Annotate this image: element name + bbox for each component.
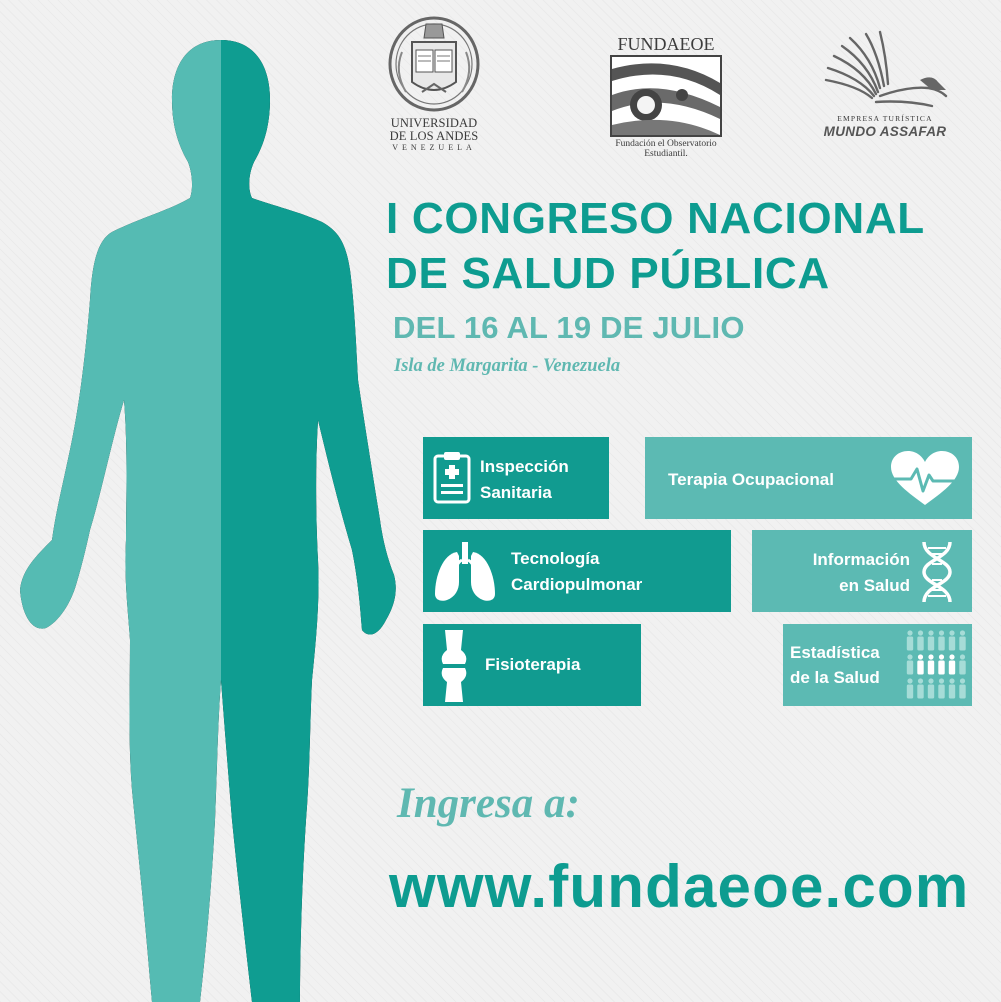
people-statistics-icon	[905, 628, 969, 702]
topic-inspeccion-line1: Inspección	[480, 457, 569, 476]
ula-logo	[378, 12, 490, 153]
bird-wings-icon	[820, 30, 950, 112]
ula-name-line3: VENEZUELA	[392, 143, 476, 152]
topic-estadistica-line2: de la Salud	[790, 668, 880, 687]
topic-tecnologia-cardiopulmonar	[423, 530, 731, 612]
event-dates: DEL 16 AL 19 DE JULIO	[393, 310, 745, 345]
ula-name-line1: UNIVERSIDAD	[390, 116, 478, 130]
person-pictogram	[917, 654, 923, 674]
person-pictogram	[928, 678, 934, 698]
person-pictogram	[917, 630, 923, 650]
fundaeoe-subtitle-line2: Estudiantil.	[644, 149, 688, 159]
ingresa-label: Ingresa a:	[397, 780, 580, 827]
topic-tecnologia-line1: Tecnología	[511, 549, 600, 568]
person-pictogram	[949, 678, 955, 698]
ula-seal-icon	[384, 12, 484, 112]
topic-terapia-ocupacional	[645, 437, 972, 519]
topic-fisioterapia-label: Fisioterapia	[485, 655, 581, 674]
person-pictogram	[949, 630, 955, 650]
fundaeoe-name: FUNDAEOE	[617, 34, 715, 54]
person-pictogram	[959, 678, 965, 698]
person-pictogram	[938, 630, 944, 650]
ula-name-line2: DE LOS ANDES	[389, 129, 479, 143]
topic-informacion-en-salud	[752, 530, 972, 612]
topic-estadistica-line1: Estadística	[790, 643, 880, 662]
congress-title-line2: DE SALUD PÚBLICA	[386, 249, 830, 298]
knee-joint-icon	[439, 630, 469, 702]
congress-title-line1: I CONGRESO NACIONAL	[386, 194, 925, 243]
topic-informacion-line2: en Salud	[839, 576, 910, 595]
person-pictogram	[907, 654, 913, 674]
person-pictogram	[928, 630, 934, 650]
dna-icon	[920, 540, 954, 604]
mundo-line1: EMPRESA TURÍSTICA	[837, 114, 933, 123]
topic-informacion-line1: Información	[812, 550, 910, 569]
topic-fisioterapia	[423, 624, 641, 706]
topic-estadistica-de-la-salud	[783, 624, 972, 706]
person-pictogram	[928, 654, 934, 674]
mundo-assafar-logo	[800, 30, 970, 139]
lungs-icon	[433, 542, 497, 602]
person-pictogram	[907, 630, 913, 650]
person-pictogram	[938, 654, 944, 674]
person-pictogram	[949, 654, 955, 674]
person-pictogram	[959, 630, 965, 650]
website-link[interactable]: www.fundaeoe.com	[389, 853, 970, 920]
clipboard-icon	[433, 452, 471, 504]
topic-inspeccion-sanitaria	[423, 437, 609, 519]
body-left-half	[20, 40, 396, 1002]
topic-tecnologia-line2: Cardiopulmonar	[511, 575, 643, 594]
person-pictogram	[959, 654, 965, 674]
fundaeoe-subtitle-line1: Fundación el Observatorio	[615, 139, 717, 149]
fundaeoe-logo	[600, 34, 732, 159]
person-pictogram	[917, 678, 923, 698]
event-location: Isla de Margarita - Venezuela	[394, 356, 621, 376]
fundaeoe-emblem-icon	[610, 55, 722, 137]
heart-pulse-icon	[889, 451, 961, 507]
person-pictogram	[907, 678, 913, 698]
mundo-line2: MUNDO ASSAFAR	[823, 124, 947, 139]
topic-inspeccion-line2: Sanitaria	[480, 483, 552, 502]
person-pictogram	[938, 678, 944, 698]
topic-terapia-label: Terapia Ocupacional	[668, 470, 834, 489]
